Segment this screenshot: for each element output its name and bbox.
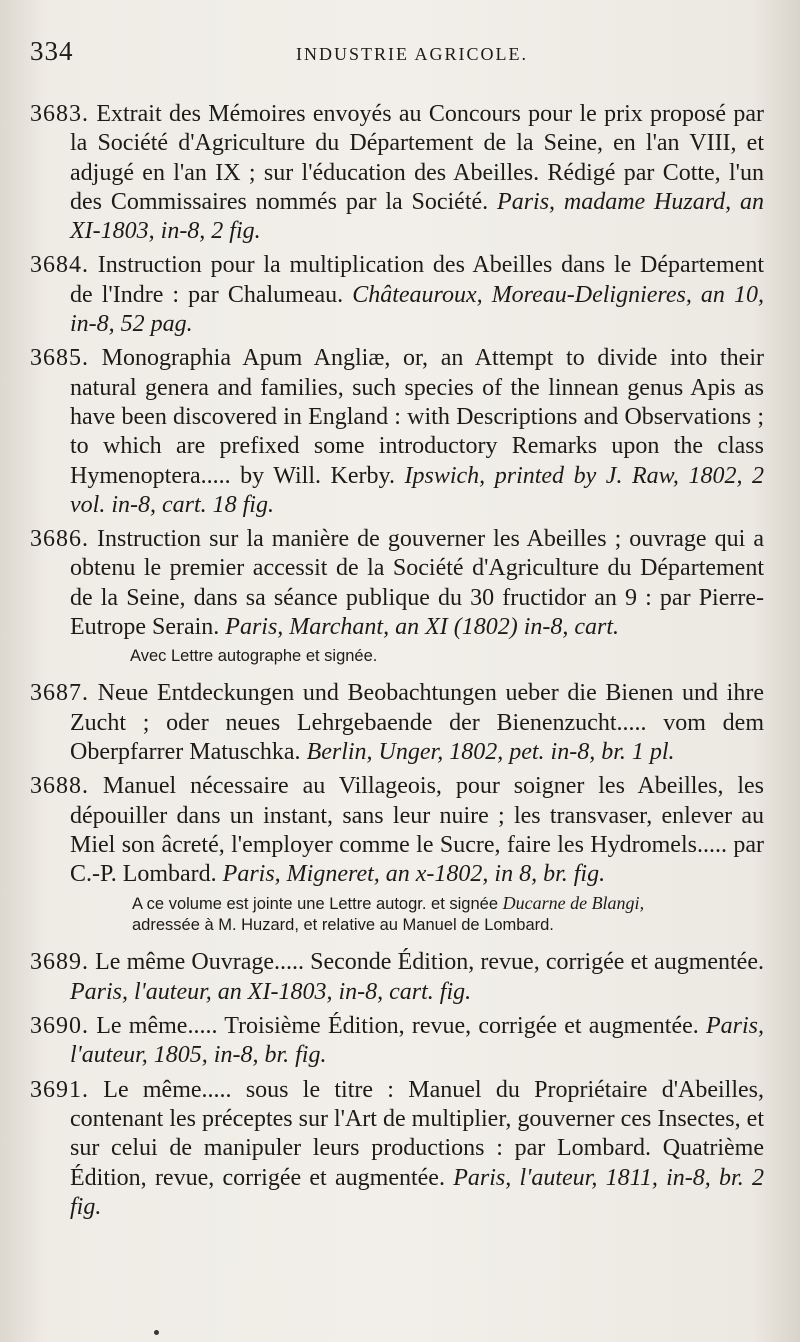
bibliography-list — [30, 100, 764, 1222]
bibliography-entry — [30, 1012, 764, 1071]
entry-imprint: Paris, l'auteur, an XI-1803, in-8, cart. fig. — [70, 978, 472, 1005]
note-continuation: adressée à M. Huzard, et relative au Manuel de Lombard. — [132, 916, 554, 935]
running-head — [30, 36, 764, 70]
entry-number: 3688. — [30, 773, 89, 800]
entry-text: Le même..... Troisième Édition, revue, corrigée et augmentée. — [96, 1013, 699, 1040]
entry-number: 3689. — [30, 949, 89, 976]
entry-imprint: Paris, madame Huzard, an XI-1803, in-8, 2 fig. — [70, 188, 765, 245]
entry-text: Manuel nécessaire au Villageois, pour soigner les Abeilles, les dépouiller dans un instant, sans leur nuire ; les transvaser, enlever au Miel son âcreté, l'employer comme le Sucre, faire les Hydromels..... par C.-P. Lombard. — [70, 773, 765, 888]
entry-note — [30, 893, 764, 936]
page-number: 334 — [30, 36, 74, 66]
entry-number: 3683. — [30, 101, 89, 127]
bibliography-entry — [30, 772, 764, 889]
bibliography-entry — [30, 251, 764, 339]
running-title: INDUSTRIE AGRICOLE. — [296, 44, 528, 64]
bibliography-entry — [30, 525, 764, 642]
entry-number: 3690. — [30, 1013, 89, 1040]
entry-text: Le même Ouvrage..... Seconde Édition, revue, corrigée et augmentée. — [95, 949, 764, 976]
entry-imprint: Paris, l'auteur, 1805, in-8, br. fig. — [70, 1013, 765, 1069]
entry-number: 3687. — [30, 680, 89, 707]
entry-text: Neue Entdeckungen und Beobachtungen ueber die Bienen und ihre Zucht ; oder neues Lehrgebaende der Bienenzucht..... vom dem Oberpfarrer Matuschka. — [70, 680, 764, 765]
ink-speck — [154, 1330, 159, 1335]
entry-imprint: Berlin, Unger, 1802, pet. in-8, br. 1 pl. — [306, 738, 675, 765]
entry-text: Instruction pour la multiplication des Abeilles dans le Département de l'Indre : par Chalumeau. — [70, 252, 764, 308]
entry-number: 3691. — [30, 1076, 89, 1103]
bibliography-entry — [30, 1076, 764, 1222]
entry-note: Avec Lettre autographe et signée. — [130, 647, 378, 666]
entry-imprint: Paris, l'auteur, 1811, in-8, br. 2 fig. — [70, 1164, 764, 1220]
entry-number: 3684. — [30, 252, 89, 279]
entry-text: Instruction sur la manière de gouverner les Abeilles ; ouvrage qui a obtenu le premier accessit de la Société d'Agriculture du Département de la Seine, dans sa séance publique du 30 fructidor an 9 : par Pierre-Eutrope Serain. — [70, 526, 764, 641]
entry-imprint: Châteauroux, Moreau-Delignieres, an 10, in-8, 52 pag. — [70, 281, 764, 338]
entry-number: 3686. — [30, 526, 89, 553]
entry-text: Le même..... sous le titre : Manuel du Propriétaire d'Abeilles, contenant les préceptes sur l'Art de multiplier, gouverner ces Insectes, et sur celui de manipuler leurs productions : par Lombard. Quatrième Édition, revue, corrigée et augmentée. — [70, 1076, 765, 1191]
bibliography-entry — [30, 344, 764, 520]
entry-imprint: Paris, Marchant, an XI (1802) in-8, cart. — [225, 614, 620, 641]
note-text: A ce volume est jointe une Lettre autogr. et signée — [132, 895, 498, 914]
entry-imprint: Ipswich, printed by J. Raw, 1802, 2 vol. in-8, cart. 18 fig. — [70, 462, 765, 518]
note-signatory: Ducarne de Blangi, — [502, 893, 645, 914]
entry-imprint: Paris, Migneret, an x-1802, in 8, br. fig. — [222, 861, 606, 888]
bibliography-entry — [30, 100, 764, 246]
bibliography-entry — [30, 948, 764, 1007]
entry-text: Extrait des Mémoires envoyés au Concours pour le prix proposé par la Société d'Agriculture du Département de la Seine, en l'an VIII, et adjugé en l'an IX ; sur l'éducation des Abeilles. Rédigé par Cotte, l'un des Commissaires nommés par la Société. — [70, 101, 764, 215]
bibliography-entry — [30, 679, 764, 767]
entry-text: Monographia Apum Angliæ, or, an Attempt to divide into their natural genera and families, such species of the linnean genus Apis as have been discovered in England : with Descriptions and Observations ; to which are prefixed some introductory Remarks upon the class Hymenoptera..... by Will. Kerby. — [70, 345, 764, 489]
entry-number: 3685. — [30, 345, 89, 372]
